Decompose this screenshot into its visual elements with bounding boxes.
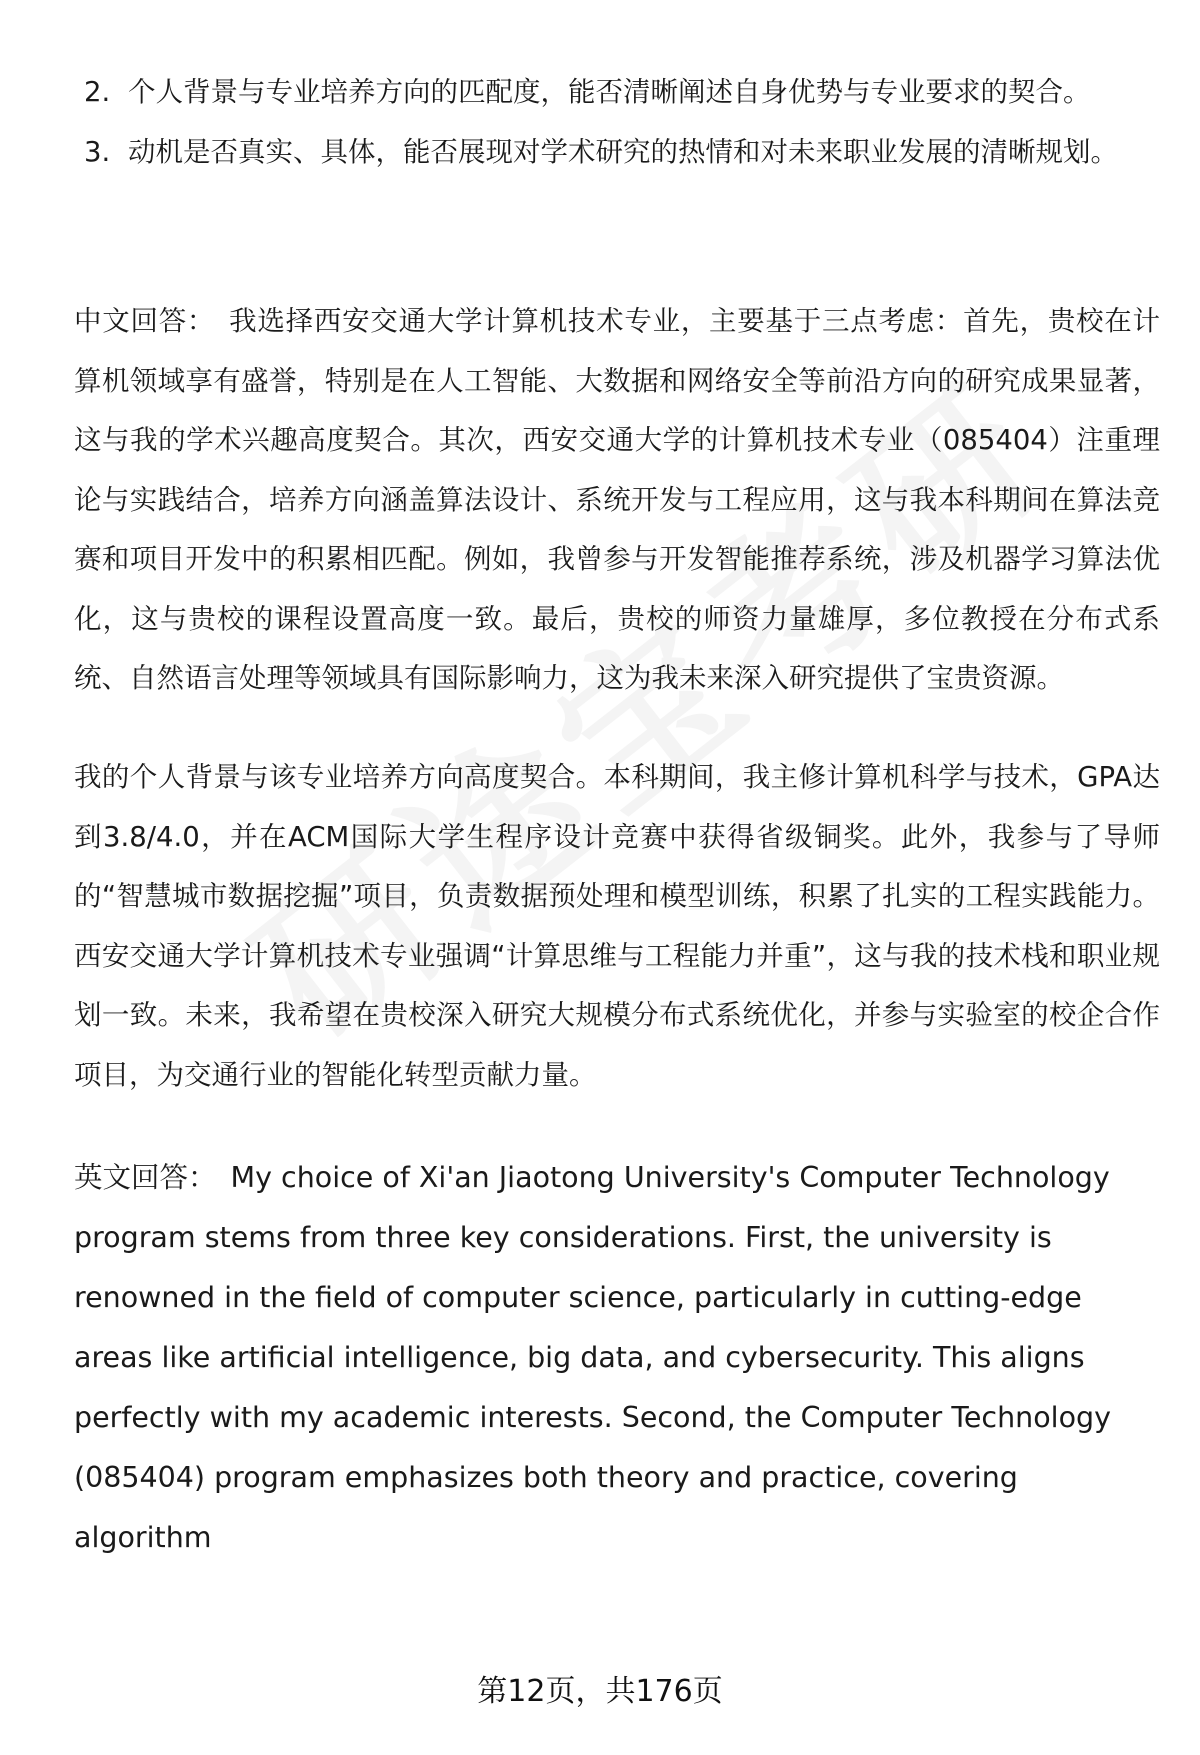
list-item: [74, 62, 1164, 122]
criteria-list: [74, 62, 1164, 182]
page-number-footer: 第12页，共176页: [477, 1674, 723, 1709]
english-answer-paragraph: [74, 1148, 1160, 1568]
list-item: [74, 122, 1164, 182]
chinese-answer-label: 中文回答：: [74, 305, 216, 337]
list-item-text: 个人背景与专业培养方向的匹配度，能否清晰阐述自身优势与专业要求的契合。: [128, 76, 1091, 108]
english-answer-label: 英文回答：: [74, 1161, 217, 1194]
chinese-answer-text-1: 我选择西安交通大学计算机技术专业，主要基于三点考虑：首先，贵校在计算机领域享有盛誉，特别是在人工智能、大数据和网络安全等前沿方向的研究成果显著，这与我的学术兴趣高度契合。其次，西安交通大学的计算机技术专业（085404）注重理论与实践结合，培养方向涵盖算法设计、系统开发与工程应用，这与我本科期间在算法竞赛和项目开发中的积累相匹配。例如，我曾参与开发智能推荐系统，涉及机器学习算法优化，这与贵校的课程设置高度一致。最后，贵校的师资力量雄厚，多位教授在分布式系统、自然语言处理等领域具有国际影响力，这为我未来深入研究提供了宝贵资源。: [74, 305, 1161, 694]
english-answer-text: My choice of Xi'an Jiaotong University's Computer Technology program stems from three key considerations. First, the university is renowned in the field of computer science, particularly in cutting-edge areas like artificial intelligence, big data, and cybersecurity. This aligns perfectly with my academic interests. Second, the Computer Technology (085404) program emphasizes both theory and practice, covering algorithm: [74, 1161, 1111, 1554]
list-item-number: 3.: [84, 136, 111, 168]
list-item-number: 2.: [84, 76, 111, 108]
chinese-answer-paragraph-2: 我的个人背景与该专业培养方向高度契合。本科期间，我主修计算机科学与技术，GPA达到3.8/4.0，并在ACM国际大学生程序设计竞赛中获得省级铜奖。此外，我参与了导师的“智慧城市数据挖掘”项目，负责数据预处理和模型训练，积累了扎实的工程实践能力。西安交通大学计算机技术专业强调“计算思维与工程能力并重”，这与我的技术栈和职业规划一致。未来，我希望在贵校深入研究大规模分布式系统优化，并参与实验室的校企合作项目，为交通行业的智能化转型贡献力量。: [74, 761, 1160, 1091]
list-item-text: 动机是否真实、具体，能否展现对学术研究的热情和对未来职业发展的清晰规划。: [128, 136, 1118, 168]
chinese-answer-paragraph-1: [74, 292, 1160, 709]
